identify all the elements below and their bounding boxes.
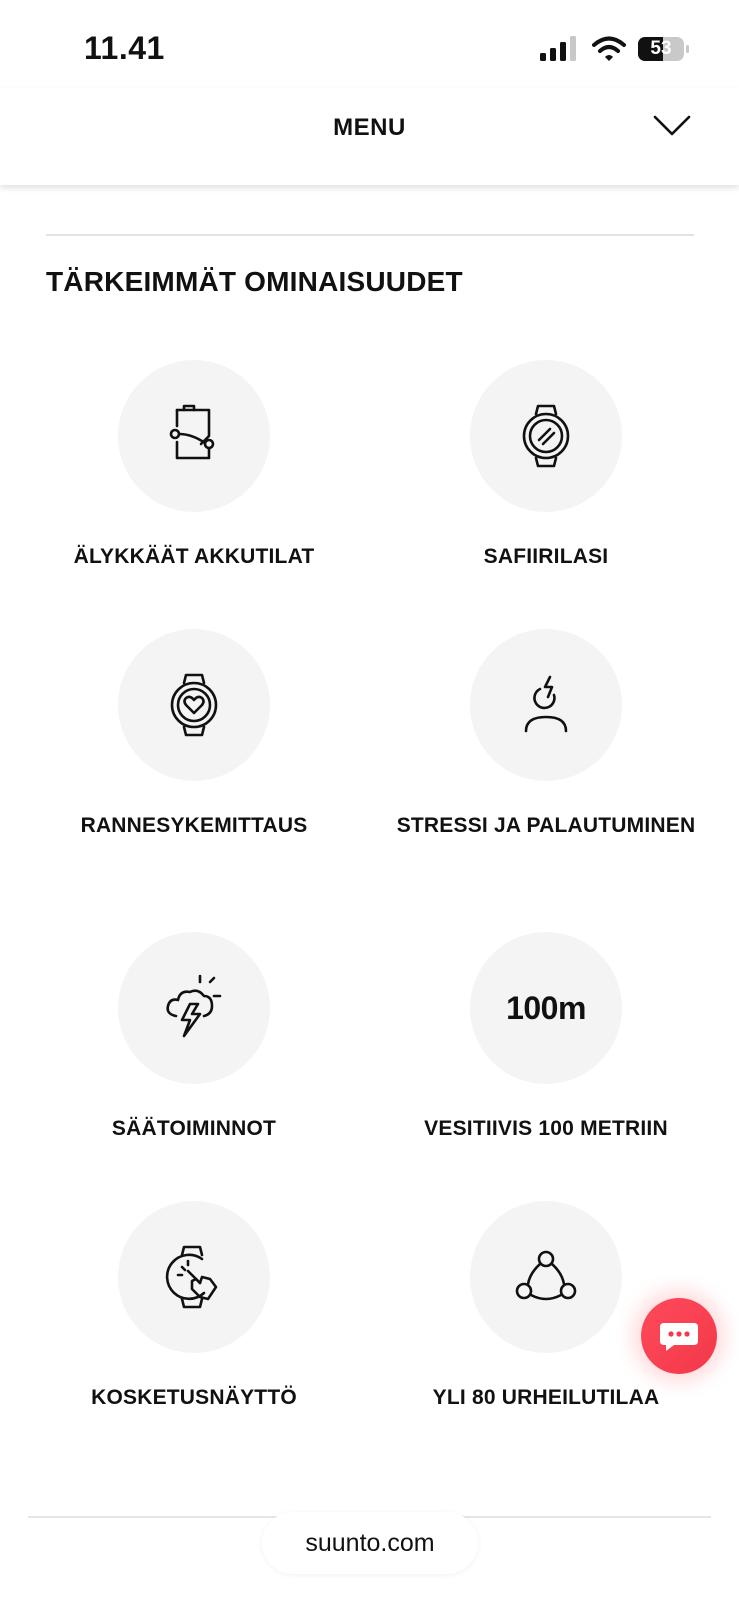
feature-label: SAFIIRILASI xyxy=(483,545,609,568)
menu-title[interactable]: MENU xyxy=(333,114,406,141)
sport-modes-icon xyxy=(506,1237,586,1317)
chat-button[interactable] xyxy=(641,1298,717,1374)
battery-level: 53 xyxy=(650,38,672,59)
menu-bar[interactable] xyxy=(0,88,739,185)
wifi-icon xyxy=(592,36,626,62)
feature-label: ÄLYKKÄÄT AKKUTILAT xyxy=(73,545,315,568)
feature-icon-circle xyxy=(118,360,270,512)
stress-person-icon xyxy=(506,665,586,745)
status-bar xyxy=(0,0,739,100)
cellular-signal-icon xyxy=(540,36,578,62)
section-divider xyxy=(46,234,694,236)
feature-label: RANNESYKEMITTAUS xyxy=(80,814,308,837)
feature-label: VESITIIVIS 100 METRIIN xyxy=(424,1117,668,1140)
chat-bubble-icon xyxy=(658,1319,700,1353)
touch-watch-icon xyxy=(154,1237,234,1317)
storm-cloud-icon xyxy=(154,968,234,1048)
feature-icon-circle xyxy=(470,1201,622,1353)
feature-icon-circle xyxy=(118,1201,270,1353)
browser-url-bar[interactable] xyxy=(262,1512,478,1574)
section-title: TÄRKEIMMÄT OMINAISUUDET xyxy=(46,266,463,297)
status-time: 11.41 xyxy=(84,30,165,66)
battery-indicator xyxy=(638,36,690,62)
feature-label: STRESSI JA PALAUTUMINEN xyxy=(396,814,696,837)
heart-watch-icon xyxy=(154,665,234,745)
sapphire-watch-icon xyxy=(506,396,586,476)
feature-icon-circle xyxy=(470,932,622,1084)
feature-icon-circle xyxy=(118,932,270,1084)
browser-url-text[interactable]: suunto.com xyxy=(305,1528,435,1557)
chevron-down-icon[interactable] xyxy=(652,112,692,140)
water-depth-icon: 100m xyxy=(506,989,586,1026)
battery-route-icon xyxy=(154,396,234,476)
feature-label: KOSKETUSNÄYTTÖ xyxy=(91,1386,297,1409)
feature-label: SÄÄTOIMINNOT xyxy=(111,1117,277,1140)
feature-icon-circle xyxy=(118,629,270,781)
feature-icon-circle xyxy=(470,629,622,781)
feature-icon-circle xyxy=(470,360,622,512)
feature-label: YLI 80 URHEILUTILAA xyxy=(432,1386,660,1409)
